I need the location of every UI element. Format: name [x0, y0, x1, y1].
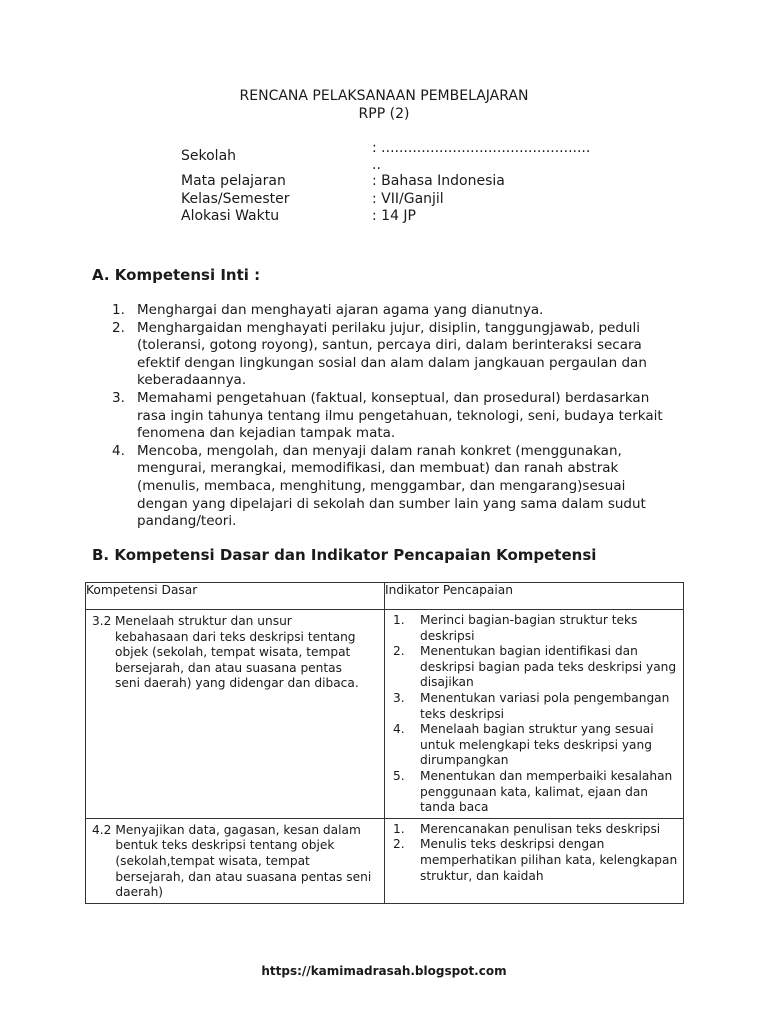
kd-cell — [86, 610, 385, 819]
list-number: 1. — [112, 302, 125, 318]
column-header-indikator: Indikator Pencapaian — [385, 583, 684, 610]
list-item — [112, 443, 672, 531]
document-subtitle: RPP (2) — [358, 106, 410, 122]
list-text: Memahami pengetahuan (faktual, konseptual, dan prosedural) berdasarkan rasa ingin tahunya tentang ilmu pengetahuan, teknologi, seni, budaya terkait fenomena dan kejadian tampak mata. — [137, 389, 663, 442]
indicator-number: 1. — [393, 821, 405, 836]
kd-cell — [86, 818, 385, 903]
list-number: 3. — [112, 389, 125, 406]
list-number: 2. — [112, 319, 125, 336]
indicator-item — [393, 822, 679, 838]
identity-value: : ............................................... .. — [372, 140, 591, 173]
kd-text: Menelaah struktur dan unsur kebahasaan dari teks deskripsi tentang objek (sekolah, tempat wisata, tempat bersejarah, dan atau suasana pentas seni daerah) yang didengar dan dibaca. — [115, 614, 359, 691]
indicator-text: Merinci bagian-bagian struktur teks deskripsi — [420, 613, 638, 643]
kompetensi-inti-list — [112, 302, 672, 531]
indicator-text: Menulis teks deskripsi dengan memperhatikan pilihan kata, kelengkapan struktur, dan kaidah — [420, 837, 678, 883]
section-b-heading: B. Kompetensi Dasar dan Indikator Pencapaian Kompetensi — [92, 546, 597, 564]
indicator-cell — [385, 818, 684, 903]
indicator-number: 2. — [393, 644, 405, 659]
section-a-heading: A. Kompetensi Inti : — [92, 266, 261, 284]
list-number: 4. — [112, 442, 125, 459]
list-item — [112, 302, 672, 320]
identity-value: : Bahasa Indonesia — [372, 173, 505, 189]
identity-value: : 14 JP — [372, 208, 417, 224]
kd-number: 4.2 — [92, 822, 112, 837]
indicator-text: Menentukan variasi pola pengembangan teks deskripsi — [420, 690, 670, 721]
competency-table — [85, 582, 684, 904]
indicator-text: Menelaah bagian struktur yang sesuai untuk melengkapi teks deskripsi yang dirumpangkan — [420, 722, 654, 768]
table-row — [86, 610, 684, 819]
indicator-item — [393, 769, 679, 816]
list-text: Menghargaidan menghayati perilaku jujur, disiplin, tanggungjawab, peduli (toleransi, gotong royong), santun, percaya diri, dalam berinteraksi secara efektif dengan lingkungan sosial dan alam dalam jangkauan pergaulan dan keberadaannya. — [137, 319, 647, 389]
indicator-item — [393, 613, 679, 644]
indicator-number: 4. — [393, 722, 405, 737]
indicator-text: Menentukan dan memperbaiki kesalahan penggunaan kata, kalimat, ejaan dan tanda baca — [420, 768, 673, 815]
indicator-number: 3. — [393, 690, 405, 705]
list-text: Mencoba, mengolah, dan menyaji dalam ranah konkret (menggunakan, mengurai, merangkai, memodifikasi, dan membuat) dan ranah abstrak (menulis, membaca, menghitung, menggambar, dan mengarang)sesuai dengan yang dipelajari di sekolah dan sumber lain yang sama dalam sudut pandang/teori. — [137, 442, 646, 530]
indicator-number: 1. — [393, 613, 405, 627]
identity-label: Alokasi Waktu — [181, 208, 280, 224]
identity-value: : VII/Ganjil — [372, 191, 444, 207]
identity-label: Mata pelajaran — [181, 173, 286, 189]
document-title: RENCANA PELAKSANAAN PEMBELAJARAN — [239, 88, 529, 104]
footer-url: https://kamimadrasah.blogspot.com — [261, 964, 507, 978]
indicator-item — [393, 837, 679, 884]
indicator-cell — [385, 610, 684, 819]
indicator-text: Merencanakan penulisan teks deskripsi — [420, 821, 661, 836]
list-item — [112, 320, 672, 390]
table-header-row — [86, 583, 684, 610]
kd-number: 3.2 — [92, 614, 112, 628]
list-item — [112, 390, 672, 443]
indicator-text: Menentukan bagian identifikasi dan deskripsi bagian pada teks deskripsi yang disajikan — [420, 644, 677, 690]
indicator-item — [393, 644, 679, 691]
indicator-item — [393, 722, 679, 769]
list-text: Menghargai dan menghayati ajaran agama yang dianutnya. — [137, 302, 544, 318]
kd-text: Menyajikan data, gagasan, kesan dalam bentuk teks deskripsi tentang objek (sekolah,tempat wisata, tempat bersejarah, dan atau suasana pentas seni daerah) — [115, 822, 372, 900]
column-header-kompetensi-dasar: Kompetensi Dasar — [86, 583, 385, 610]
identity-label: Sekolah — [181, 148, 237, 164]
indicator-number: 5. — [393, 768, 405, 783]
indicator-item — [393, 691, 679, 722]
indicator-number: 2. — [393, 837, 405, 852]
table-row — [86, 818, 684, 903]
identity-label: Kelas/Semester — [181, 191, 290, 207]
